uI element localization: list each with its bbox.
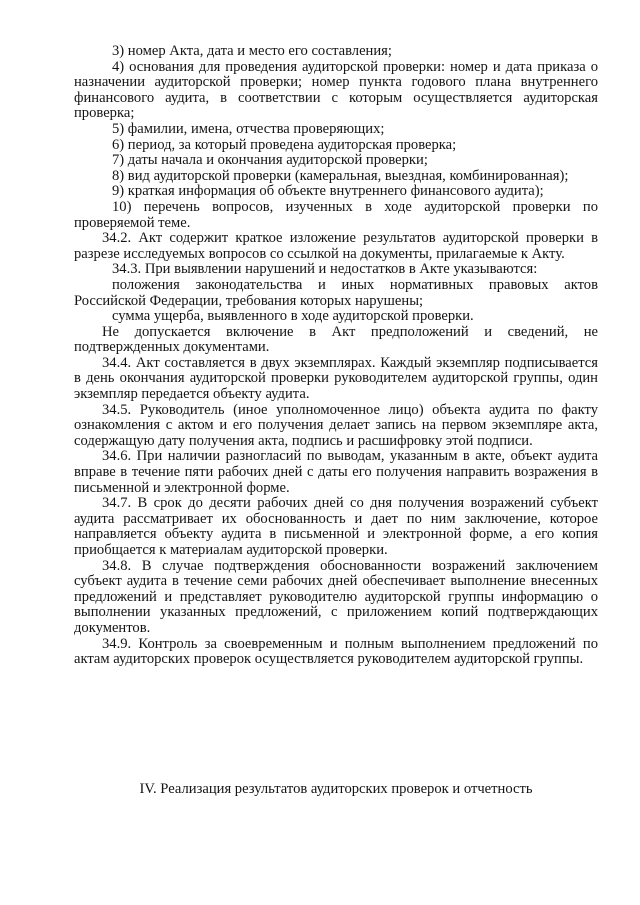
- list-item-6: 6) период, за который проведена аудиторская проверка;: [112, 136, 457, 153]
- list-item-10: 10) перечень вопросов, изученных в ходе аудиторской проверки по проверяемой теме.: [74, 198, 598, 231]
- clause-34-5: 34.5. Руководитель (иное уполномоченное лицо) объекта аудита по факту ознакомления с актом и его получения делает запись на первом экземпляре акта, содержащую дату получения акта, подпись и расшифровку этой подписи.: [74, 401, 598, 449]
- section-heading: IV. Реализация результатов аудиторских проверок и отчетность: [139, 781, 533, 797]
- clause-34-4: 34.4. Акт составляется в двух экземплярах. Каждый экземпляр подписывается в день окончания аудиторской проверки руководителем аудиторской группы, один экземпляр передается объекту аудита.: [74, 354, 598, 403]
- list-item-5: 5) фамилии, имена, отчества проверяющих;: [112, 120, 385, 137]
- clause-34-9: 34.9. Контроль за своевременным и полным выполнением предложений по актам аудиторских проверок осуществляется руководителем аудиторской группы.: [74, 635, 598, 668]
- clause-34-2: 34.2. Акт содержит краткое изложение результатов аудиторской проверки в разрезе исследуемых вопросов со ссылкой на документы, прилагаемые к Акту.: [74, 230, 598, 262]
- clause-34-3-item-1: положения законодательства и иных нормативных правовых актов Российской Федерации, требования которых нарушены;: [74, 276, 598, 309]
- list-item-9: 9) краткая информация об объекте внутреннего финансового аудита);: [112, 183, 544, 200]
- clause-34-3: 34.3. При выявлении нарушений и недостатков в Акте указываются:: [112, 261, 538, 278]
- clause-34-3-note: Не допускается включение в Акт предположений и сведений, не подтвержденных документами.: [74, 323, 598, 356]
- clause-34-6: 34.6. При наличии разногласий по выводам, указанным в акте, объект аудита вправе в течение пяти рабочих дней с даты его получения направить возражения в письменной и электронной форме.: [74, 448, 598, 496]
- document-body: [74, 44, 598, 668]
- clause-34-3-item-2: сумма ущерба, выявленного в ходе аудиторской проверки.: [112, 308, 474, 325]
- clause-34-8: 34.8. В случае подтверждения обоснованности возражений заключением субъект аудита в течение семи рабочих дней обеспечивает выполнение внесенных предложений и представляет руководителю аудиторской группы информацию о выполнении указанных предложений, с приложением копий подтверждающих документов.: [74, 557, 598, 636]
- clause-34-7: 34.7. В срок до десяти рабочих дней со дня получения возражений субъект аудита рассматривает их обоснованность и дает по ним заключение, которое направляется объекту аудита в письменной и электронной форме, а его копия приобщается к материалам аудиторской проверки.: [74, 495, 598, 558]
- list-item-7: 7) даты начала и окончания аудиторской проверки;: [112, 152, 428, 169]
- list-item-8: 8) вид аудиторской проверки (камеральная, выездная, комбинированная);: [112, 167, 569, 184]
- list-item-4: 4) основания для проведения аудиторской проверки: номер и дата приказа о назначении аудиторской проверки; номер пункта годового плана внутреннего финансового аудита, в соответствии с которым осуществляется аудиторская проверка;: [74, 58, 598, 122]
- list-item-3: 3) номер Акта, дата и место его составления;: [112, 43, 392, 59]
